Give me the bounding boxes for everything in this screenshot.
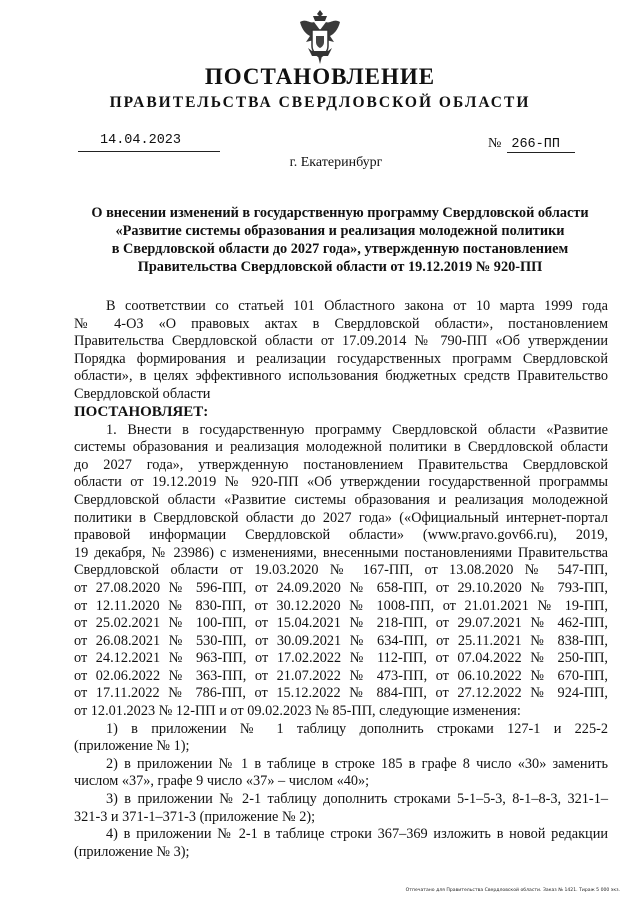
subitem-1-line: (приложение № 1); (74, 738, 190, 755)
item1-line: от 17.11.2022 № 786-ПП, от 15.12.2022 № 884-ПП, от 27.12.2022 № 924-ПП, (74, 685, 608, 702)
item1-line: правовой информации Свердловской области» (www.pravo.gov66.ru), 2019, (74, 527, 608, 544)
subitem-3-line: 3) в приложении № 2-1 таблицу дополнить строками 5-1–5-3, 8-1–8-3, 321-1– (106, 791, 608, 808)
subitem-2-line: 2) в приложении № 1 в таблице в строке 185 в графе 8 число «30» заменить (106, 755, 608, 772)
print-imprint: Отпечатано для Правительства Свердловской области. Заказ № 1421. Тираж 5 000 экз. (405, 888, 620, 893)
preamble-line: Свердловской области (74, 385, 211, 402)
subitem-4-line: 4) в приложении № 2-1 в таблице строки 367–369 изложить в новой редакции (106, 826, 608, 843)
item1-line: от 26.08.2021 № 530-ПП, от 30.09.2021 № 634-ПП, от 25.11.2021 № 838-ПП, (74, 632, 608, 649)
item1-line: от 24.12.2021 № 963-ПП, от 17.02.2022 № 112-ПП, от 07.04.2022 № 250-ПП, (74, 650, 608, 667)
item1-line: Свердловской области от 19.03.2020 № 167-ПП, от 13.08.2020 № 547-ПП, (74, 562, 608, 579)
decree-keyword: ПОСТАНОВЛЯЕТ: (74, 403, 209, 420)
item1-line: от 25.02.2021 № 100-ПП, от 15.04.2021 № 218-ПП, от 29.07.2021 № 462-ПП, (74, 615, 608, 632)
subitem-3-line: 321-3 и 371-1–371-3 (приложение № 2); (74, 808, 316, 825)
subject-line: Правительства Свердловской области от 19.12.2019 № 920-ПП (137, 259, 543, 275)
document-subject-title (60, 204, 620, 276)
document-number: 266-ПП (507, 137, 575, 153)
item1-line: Свердловской области «Развитие системы образования и реализация молодежной (74, 491, 608, 508)
item1-line: от 12.11.2020 № 830-ПП, от 30.12.2020 № 1008-ПП, от 21.01.2021 № 19-ПП, (74, 597, 608, 614)
item1-line: политики в Свердловской области до 2027 года» («Официальный интернет-портал (74, 509, 608, 526)
preamble-line: области», в целях эффективного использования бюджетных средств Правительство (74, 368, 608, 385)
item1-line: области от 19.12.2019 № 920-ПП «Об утверждении государственной программы (74, 474, 608, 491)
document-type-title: ПОСТАНОВЛЕНИЕ (204, 64, 436, 89)
issuing-authority: ПРАВИТЕЛЬСТВА СВЕРДЛОВСКОЙ ОБЛАСТИ (109, 94, 531, 111)
item1-line: 1. Внести в государственную программу Свердловской области «Развитие (106, 421, 608, 438)
number-sign: № (488, 136, 502, 151)
subject-line: в Свердловской области до 2027 года», утвержденную постановлением (111, 241, 569, 257)
item1-line: от 27.08.2020 № 596-ПП, от 24.09.2020 № 658-ПП, от 29.10.2020 № 793-ПП, (74, 579, 608, 596)
subitem-1-line: 1) в приложении № 1 таблицу дополнить строками 127-1 и 225-2 (106, 720, 608, 737)
item1-line: от 02.06.2022 № 363-ПП, от 21.07.2022 № 473-ПП, от 06.10.2022 № 670-ПП, (74, 667, 608, 684)
item1-line: 19 декабря, № 23986) с изменениями, внесенными постановлениями Правительства (74, 544, 608, 561)
item1-line: системы образования и реализация молодежной политики в Свердловской области (74, 439, 608, 456)
preamble-line: № 4-ОЗ «О правовых актах в Свердловской области», постановлением (74, 315, 608, 332)
coat-of-arms-emblem (296, 8, 344, 66)
preamble-line: Правительства Свердловской области от 17.09.2014 № 790-ПП «Об утверждении (74, 333, 608, 350)
item1-line: до 2027 года», утвержденную постановлением Правительства Свердловской (74, 456, 608, 473)
document-date: 14.04.2023 (78, 133, 220, 152)
item1-line: от 12.01.2023 № 12-ПП и от 09.02.2023 № 85-ПП, следующие изменения: (74, 703, 521, 720)
preamble-line: В соответствии со статьей 101 Областного закона от 10 марта 1999 года (106, 298, 608, 314)
subject-line: О внесении изменений в государственную программу Свердловской области (91, 205, 589, 221)
issue-city: г. Екатеринбург (289, 155, 383, 170)
subitem-2-line: числом «37», графе 9 число «37» – числом «40»; (74, 773, 370, 790)
document-body (74, 298, 608, 861)
subject-line: «Развитие системы образования и реализация молодежной политики (115, 223, 565, 239)
subitem-4-line: (приложение № 3); (74, 843, 190, 860)
document-number-field (488, 136, 575, 153)
preamble-line: Порядка формирования и реализации государственных программ Свердловской (74, 350, 608, 367)
